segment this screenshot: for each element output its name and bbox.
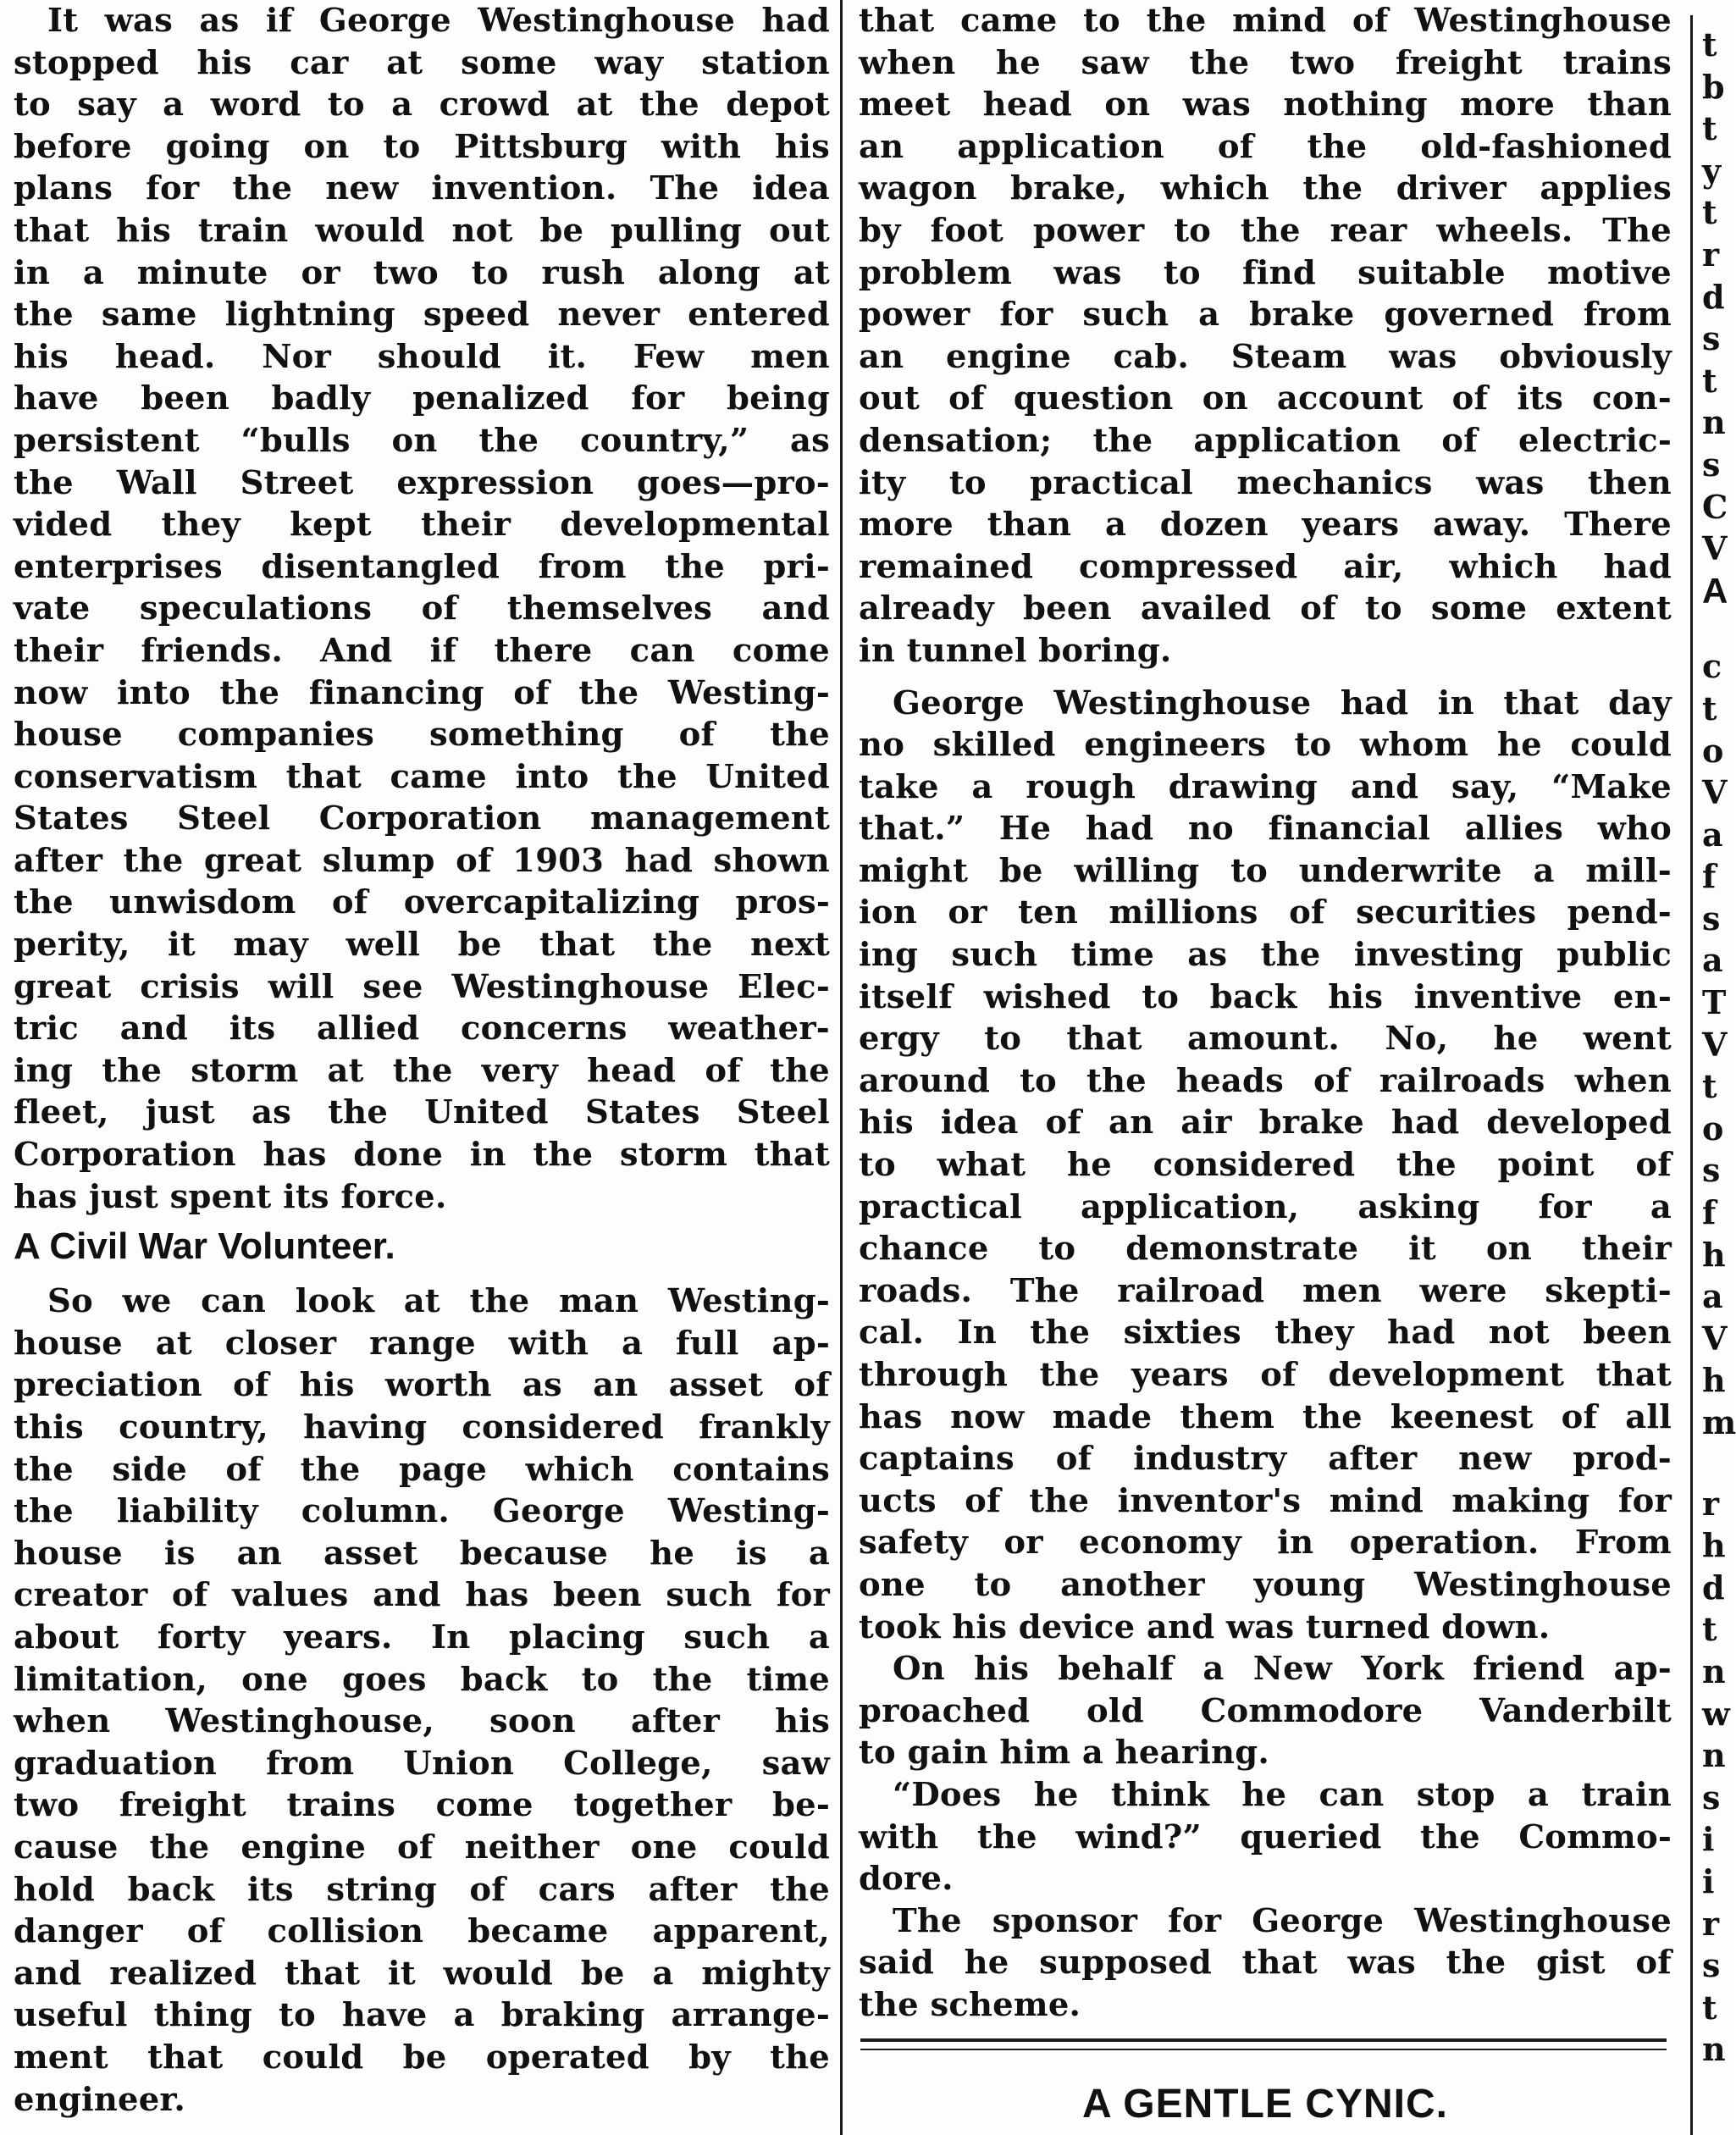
text-line: conservatism that came into the United [14,757,830,796]
text-line: creator of values and has been such for [14,1576,830,1615]
text-line: ion or ten millions of securities pend- [859,893,1672,932]
cropped-line-fragment: i [1702,1861,1715,1900]
column-2-paragraph-2 [859,683,1672,1649]
column-1-paragraph-1 [14,0,830,1218]
cropped-line-fragment: f [1702,857,1717,896]
text-line: one to another young Westinghouse [859,1565,1672,1604]
next-article-heading: A GENTLE CYNIC. [1082,2081,1448,2127]
text-line: “Does he think he can stop a train [893,1775,1672,1814]
cropped-line-fragment: w [1702,1694,1730,1733]
cropped-line-fragment: V [1702,529,1728,568]
text-line: So we can look at the man Westing- [47,1282,830,1321]
cropped-line-fragment: s [1702,1778,1721,1817]
column-1-paragraph-2 [14,1280,830,2121]
text-line: George Westinghouse had in that day [893,683,1672,722]
column-1 [14,0,830,2135]
text-line: great crisis will see Westinghouse Elec- [14,967,830,1006]
cropped-line-fragment: n [1702,1651,1726,1690]
text-line: might be willing to underwrite a mill- [859,851,1672,890]
text-line: practical application, asking for a [859,1187,1672,1226]
text-line: when Westinghouse, soon after his [14,1702,830,1741]
text-line: about forty years. In placing such a [14,1618,830,1657]
text-line: proached old Commodore Vanderbilt [859,1691,1672,1730]
text-line: his head. Nor should it. Few men [14,337,830,376]
text-line: persistent “bulls on the country,” as [14,421,830,460]
text-line: more than a dozen years away. There [859,506,1672,545]
text-line: that his train would not be pulling out [14,211,830,250]
cropped-line-fragment: d [1702,277,1725,316]
cropped-line-fragment: c [1702,647,1722,686]
cropped-line-fragment: n [1702,403,1726,442]
text-line: useful thing to have a braking arrange- [14,1996,830,2035]
text-line: roads. The railroad men were skepti- [859,1271,1672,1310]
text-line: an application of the old-fashioned [859,127,1672,166]
column-divider-2 [1690,15,1693,2135]
cropped-line-fragment: t [1702,1610,1717,1649]
column-2-paragraph-1 [859,0,1672,672]
text-line: this country, having considered frankly [14,1408,830,1446]
column-2 [859,0,1672,2135]
cropped-line-fragment: t [1702,1988,1717,2027]
text-line: On his behalf a New York friend ap- [893,1650,1672,1689]
text-line: take a rough drawing and say, “Make [859,767,1672,806]
text-line: ucts of the inventor's mind making for [859,1481,1672,1520]
text-line: now into the financing of the Westing- [14,673,830,712]
text-line: the scheme. [859,1985,1081,2024]
cropped-line-fragment: r [1702,1484,1720,1523]
cropped-line-fragment: n [1702,1736,1726,1775]
text-line: no skilled engineers to whom he could [859,726,1672,765]
text-line: vided they kept their developmental [14,506,830,545]
cropped-line-fragment: f [1702,1193,1717,1232]
text-line: limitation, one goes back to the time [14,1660,830,1699]
text-line: ity to practical mechanics was then [859,463,1672,502]
text-line: Corporation has done in the storm that [14,1136,830,1175]
cropped-line-fragment: a [1702,815,1723,854]
text-line: in a minute or two to rush along at [14,253,830,292]
text-line: cause the engine of neither one could [14,1828,830,1867]
cropped-line-fragment: s [1702,445,1721,484]
section-divider [860,2038,1667,2042]
cropped-line-fragment: h [1702,1361,1726,1400]
cropped-line-fragment: m [1702,1403,1736,1441]
column-3-fragments-bottom [1702,1483,1729,2071]
text-line: the unwisdom of overcapitalizing pros- [14,883,830,922]
text-line: meet head on was nothing more than [859,86,1672,124]
cropped-line-fragment: o [1702,731,1724,770]
column-divider-1 [840,0,843,2135]
text-line: to gain him a hearing. [859,1734,1269,1773]
cropped-line-fragment: s [1702,899,1721,938]
text-line: that.” He had no financial allies who [859,810,1672,849]
text-line: an engine cab. Steam was obviously [859,337,1672,376]
column-3-cropped [1702,0,1736,2135]
text-line: itself wished to back his inventive en- [859,977,1672,1016]
text-line: by foot power to the rear wheels. The [859,211,1672,250]
text-line: the side of the page which contains [14,1450,830,1489]
cropped-line-fragment: s [1702,319,1721,358]
cropped-line-fragment: r [1702,1904,1720,1943]
text-line: with the wind?” queried the Commo- [859,1817,1672,1856]
text-line: has now made them the keenest of all [859,1397,1672,1436]
text-line: the same lightning speed never entered [14,296,830,335]
cropped-line-fragment: s [1702,1946,1721,1985]
cropped-line-fragment: t [1702,193,1717,232]
text-line: took his device and was turned down. [859,1607,1551,1646]
text-line: after the great slump of 1903 had shown [14,841,830,880]
text-line: before going on to Pittsburg with his [14,127,830,166]
text-line: chance to demonstrate it on their [859,1230,1672,1269]
cropped-line-fragment: h [1702,1526,1726,1565]
cropped-line-fragment: a [1702,1277,1723,1316]
cropped-line-fragment: d [1702,1568,1725,1607]
text-line: problem was to find suitable motive [859,253,1672,292]
text-line: vate speculations of themselves and [14,589,830,628]
column-2-paragraph-3 [859,1648,1672,1774]
column-2-paragraph-5 [859,1900,1672,2027]
text-line: house companies something of the [14,716,830,755]
text-line: plans for the new invention. The idea [14,169,830,208]
text-line: to say a word to a crowd at the depot [14,86,830,124]
text-line: and realized that it would be a mighty [14,1954,830,1993]
cropped-line-fragment: s [1702,1151,1721,1190]
text-line: States Steel Corporation management [14,799,830,838]
text-line: his idea of an air brake had developed [859,1103,1672,1142]
text-line: graduation from Union College, saw [14,1744,830,1783]
text-line: in tunnel boring. [859,631,1172,670]
text-line: safety or economy in operation. From [859,1524,1672,1563]
text-line: already been availed of to some extent [859,589,1672,628]
text-line: ment that could be operated by the [14,2038,830,2077]
text-line: house at closer range with a full ap- [14,1324,830,1363]
cropped-line-fragment: y [1702,151,1722,190]
text-line: through the years of development that [859,1356,1672,1394]
text-line: the liability column. George Westing- [14,1492,830,1531]
text-line: preciation of his worth as an asset of [14,1366,830,1405]
text-line: engineer. [14,2080,185,2119]
cropped-line-fragment: a [1702,941,1723,980]
text-line: to what he considered the point of [859,1146,1672,1185]
text-line: perity, it may well be that the next [14,926,830,965]
text-line: that came to the mind of Westinghouse [859,2,1672,40]
cropped-line-fragment: o [1702,1109,1724,1148]
text-line: power for such a brake governed from [859,296,1672,335]
text-line: ergy to that amount. No, he went [859,1020,1672,1059]
section-divider-thin [860,2049,1667,2050]
text-line: have been badly penalized for being [14,379,830,418]
text-line: when he saw the two freight trains [859,43,1672,82]
cropped-line-fragment: n [1702,2030,1726,2069]
cropped-line-fragment: h [1702,1235,1726,1274]
column-2-paragraph-4 [859,1774,1672,1900]
text-line: densation; the application of electric- [859,421,1672,460]
text-line: danger of collision became apparent, [14,1912,830,1951]
text-line: wagon brake, which the driver applies [859,169,1672,208]
column-3-fragments-mid [1702,645,1736,1443]
cropped-line-fragment: i [1702,1820,1715,1859]
cropped-line-fragment: V [1702,1025,1728,1064]
cropped-line-fragment: C [1702,487,1728,526]
text-line: hold back its string of cars after the [14,1870,830,1909]
text-line: said he supposed that was the gist of [859,1944,1672,1983]
text-line: two freight trains come together be- [14,1786,830,1825]
cropped-line-fragment: b [1702,67,1725,106]
text-line: out of question on account of its con- [859,379,1672,418]
text-line: has just spent its force. [14,1177,447,1216]
text-line: enterprises disentangled from the pri- [14,547,830,586]
column-3-heading-fragment: A [1702,570,1728,611]
cropped-line-fragment: t [1702,25,1717,64]
text-line: The sponsor for George Westinghouse [893,1901,1672,1940]
text-line: captains of industry after new prod- [859,1440,1672,1479]
cropped-line-fragment: V [1702,773,1728,812]
column-3-fragments-top [1702,24,1729,570]
text-line: the Wall Street expression goes—pro- [14,463,830,502]
text-line: stopped his car at some way station [14,43,830,82]
text-line: tric and its allied concerns weather- [14,1009,830,1048]
text-line: ing the storm at the very head of the [14,1051,830,1090]
text-line: ing such time as the investing public [859,936,1672,975]
text-line: around to the heads of railroads when [859,1061,1672,1100]
cropped-line-fragment: V [1702,1319,1728,1358]
cropped-line-fragment: T [1702,983,1727,1022]
cropped-line-fragment: t [1702,109,1717,148]
text-line: remained compressed air, which had [859,547,1672,586]
section-heading: A Civil War Volunteer. [14,1225,395,1268]
cropped-line-fragment: t [1702,1067,1717,1106]
cropped-line-fragment: t [1702,361,1717,400]
text-line: their friends. And if there can come [14,631,830,670]
text-line: house is an asset because he is a [14,1534,830,1573]
text-line: It was as if George Westinghouse had [47,2,830,40]
cropped-line-fragment: r [1702,235,1720,274]
text-line: dore. [859,1860,954,1899]
text-line: fleet, just as the United States Steel [14,1093,830,1132]
cropped-line-fragment: t [1702,689,1717,727]
text-line: cal. In the sixties they had not been [859,1314,1672,1352]
